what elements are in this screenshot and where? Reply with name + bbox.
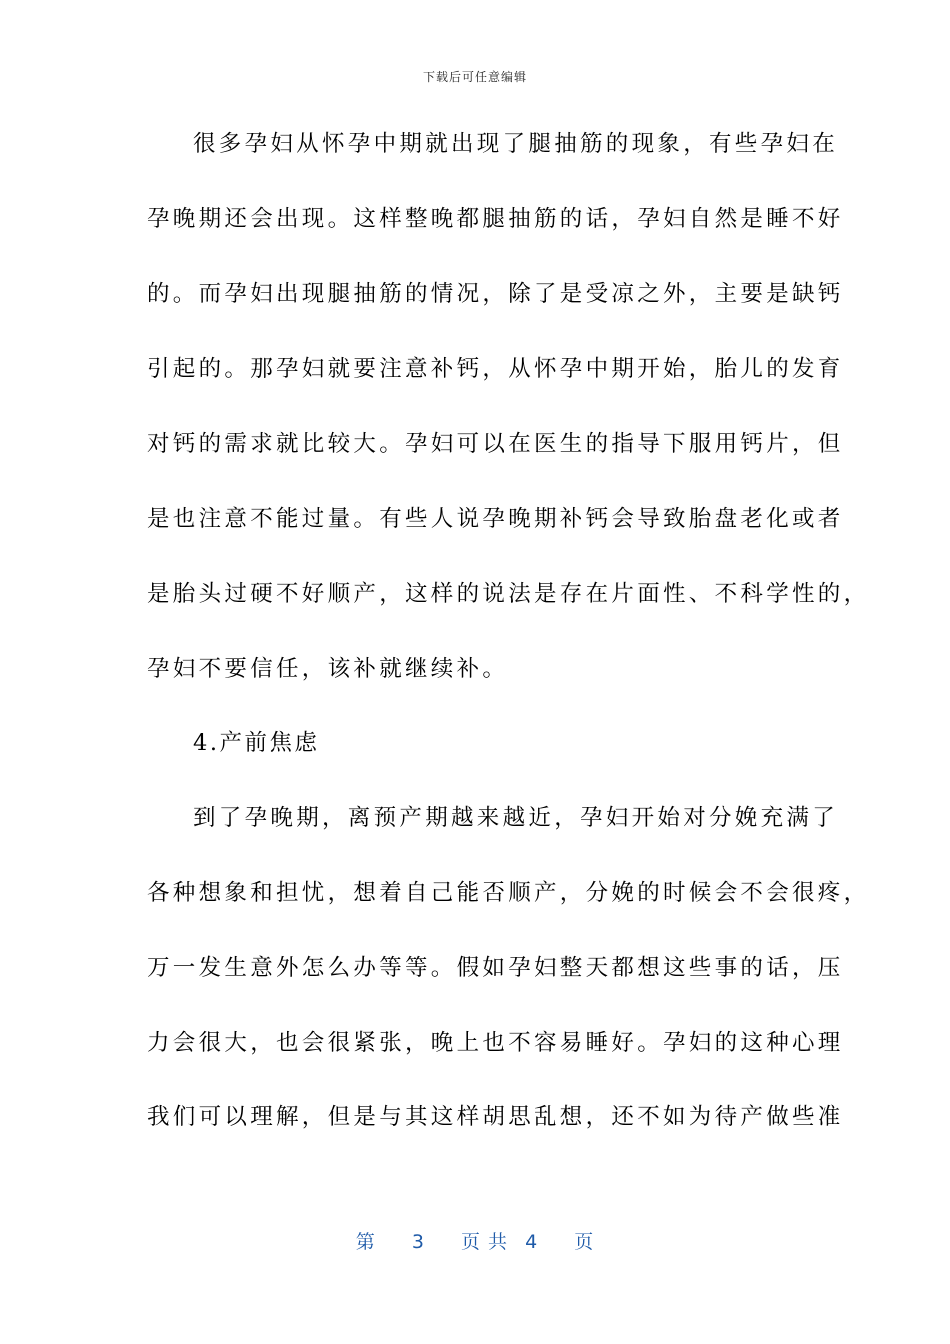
paragraph-line: 各种想象和担忧，想着自己能否顺产，分娩的时候会不会很疼， <box>147 880 870 906</box>
footer-di: 第 <box>355 1231 376 1253</box>
paragraph-line: 引起的。那孕妇就要注意补钙，从怀孕中期开始，胎儿的发育 <box>147 356 844 382</box>
footer-current-page: 3 <box>411 1231 425 1253</box>
paragraph-line: 对钙的需求就比较大。孕妇可以在医生的指导下服用钙片，但 <box>147 431 844 457</box>
header-note: 下载后可任意编辑 <box>422 70 527 84</box>
footer-ye-gong: 页 共 <box>461 1231 509 1253</box>
paragraph-line: 我们可以理解，但是与其这样胡思乱想，还不如为待产做些准 <box>147 1104 844 1130</box>
paragraph-line: 的。而孕妇出现腿抽筋的情况，除了是受凉之外，主要是缺钙 <box>147 281 844 307</box>
footer-ye: 页 <box>574 1231 595 1253</box>
section-heading: 4.产前焦虑 <box>193 730 320 756</box>
paragraph-line: 是也注意不能过量。有些人说孕晚期补钙会导致胎盘老化或者 <box>147 506 844 532</box>
paragraph-line: 是胎头过硬不好顺产，这样的说法是存在片面性、不科学性的， <box>147 581 870 607</box>
paragraph-line: 孕妇不要信任，该补就继续补。 <box>147 656 509 682</box>
page-footer <box>0 1227 950 1254</box>
paragraph-line: 力会很大，也会很紧张，晚上也不容易睡好。孕妇的这种心理 <box>147 1030 844 1056</box>
paragraph-line: 孕晚期还会出现。这样整晚都腿抽筋的话，孕妇自然是睡不好 <box>147 206 844 232</box>
paragraph-line: 万一发生意外怎么办等等。假如孕妇整天都想这些事的话，压 <box>147 955 844 981</box>
paragraph-line: 很多孕妇从怀孕中期就出现了腿抽筋的现象，有些孕妇在 <box>193 131 839 157</box>
paragraph-line: 到了孕晚期，离预产期越来越近，孕妇开始对分娩充满了 <box>193 805 839 831</box>
footer-total-pages: 4 <box>525 1231 539 1253</box>
